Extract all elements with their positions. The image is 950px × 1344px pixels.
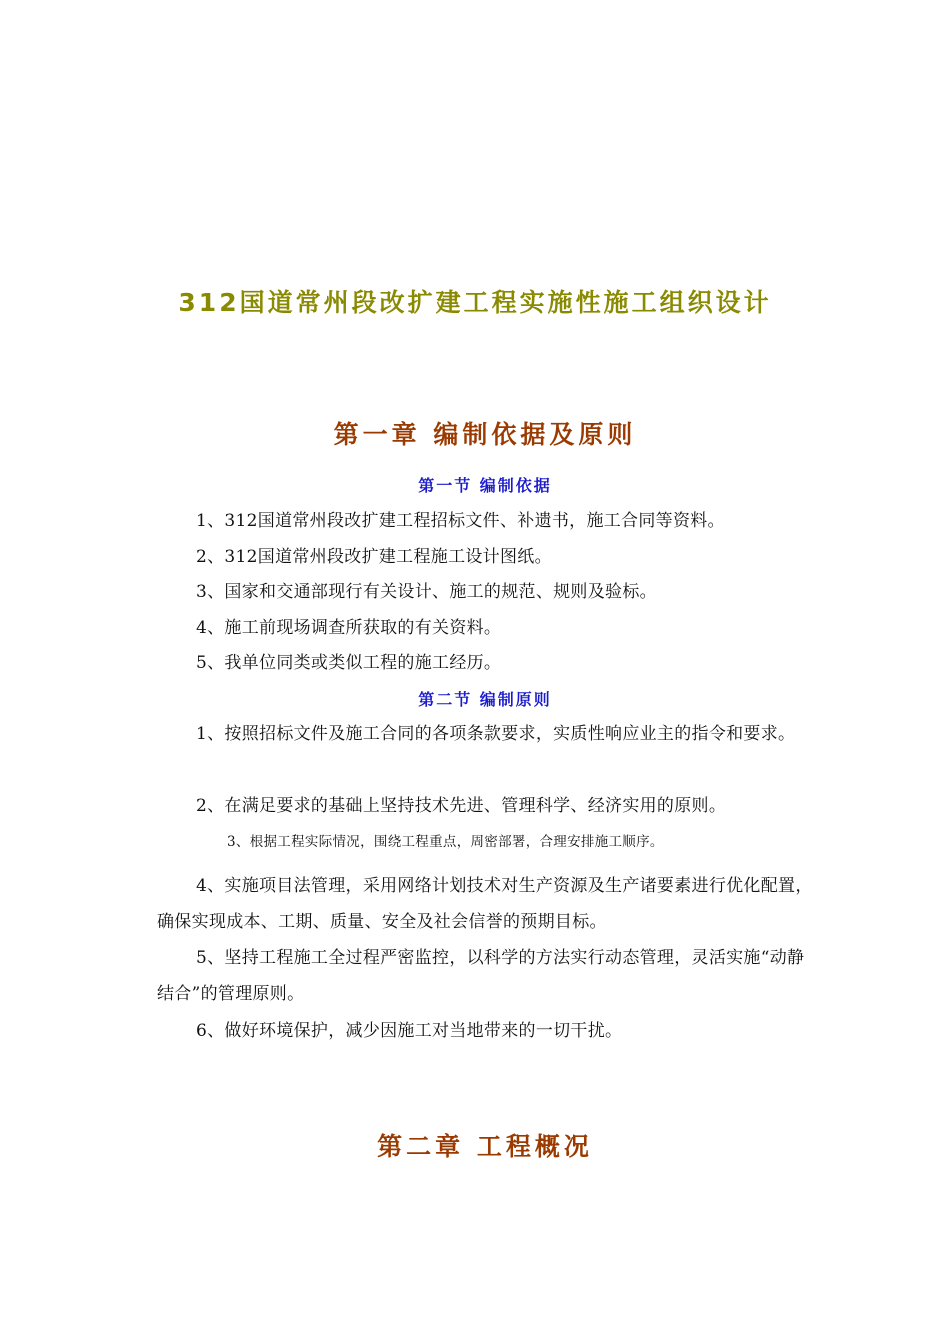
document-title: 312国道常州段改扩建工程实施性施工组织设计 <box>178 288 772 317</box>
section-2-heading: 第二节 编制原则 <box>418 690 552 709</box>
basis-item-4: 4、施工前现场调查所获取的有关资料。 <box>196 618 502 638</box>
chapter-1-heading: 第一章 编制依据及原则 <box>333 420 637 449</box>
basis-item-3: 3、国家和交通部现行有关设计、施工的规范、规则及验标。 <box>196 582 657 602</box>
principle-item-5: 5、坚持工程施工全过程严密监控，以科学的方法实行动态管理，灵活实施“动静结合”的管理原则。 <box>157 948 805 1004</box>
principle-item-6: 6、做好环境保护，减少因施工对当地带来的一切干扰。 <box>196 1021 623 1041</box>
basis-item-1: 1、312国道常州段改扩建工程招标文件、补遗书，施工合同等资料。 <box>196 511 725 531</box>
section-1-heading: 第一节 编制依据 <box>418 476 552 495</box>
principle-item-1: 1、按照招标文件及施工合同的各项条款要求，实质性响应业主的指令和要求。 <box>196 724 796 744</box>
principle-item-2: 2、在满足要求的基础上坚持技术先进、管理科学、经济实用的原则。 <box>196 796 727 816</box>
principle-item-4: 4、实施项目法管理，采用网络计划技术对生产资源及生产诸要素进行优化配置，确保实现成本、工期、质量、安全及社会信誉的预期目标。 <box>157 876 813 932</box>
basis-item-5: 5、我单位同类或类似工程的施工经历。 <box>196 653 502 673</box>
chapter-2-heading: 第二章 工程概况 <box>377 1132 593 1161</box>
principle-item-3: 3、根据工程实际情况，围绕工程重点，周密部署，合理安排施工顺序。 <box>227 834 664 850</box>
basis-item-2: 2、312国道常州段改扩建工程施工设计图纸。 <box>196 547 552 567</box>
